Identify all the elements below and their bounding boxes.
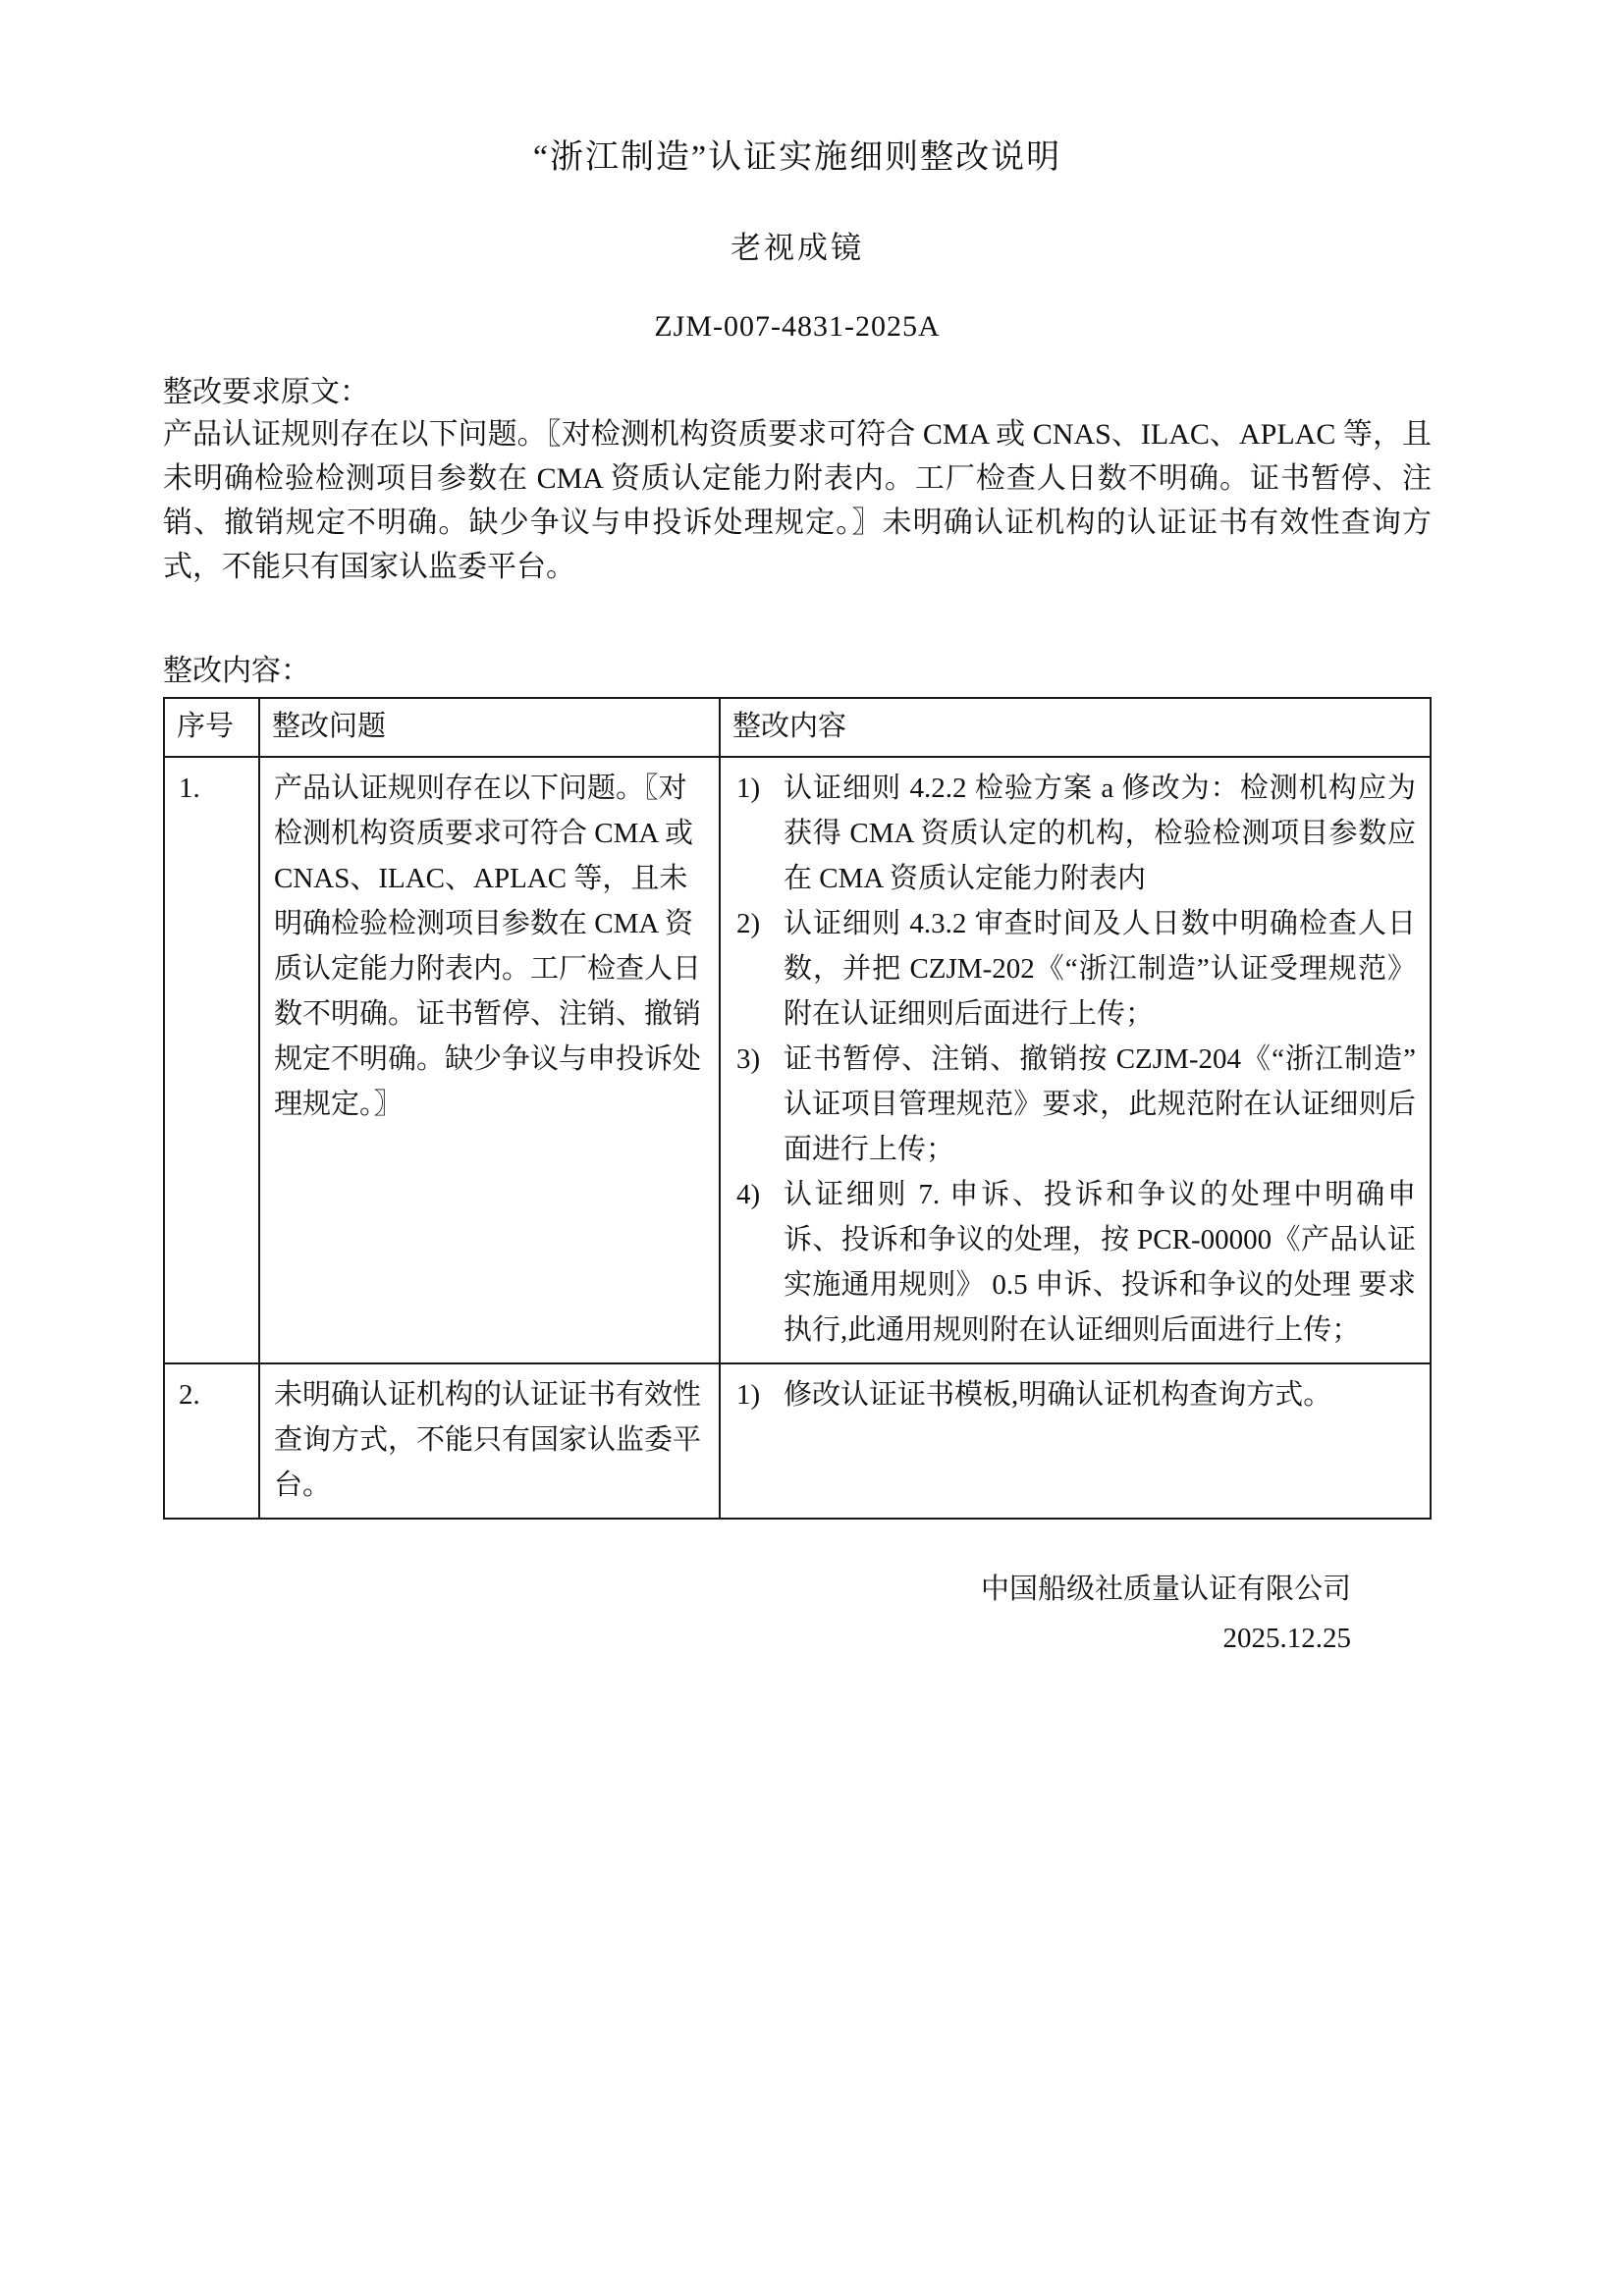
actions-list	[720, 757, 1431, 1363]
actions-list	[720, 1363, 1431, 1519]
action-item	[725, 901, 1420, 1037]
content-section-heading: 整改内容：	[163, 655, 310, 687]
row-number: 1.	[164, 757, 259, 1363]
signature-block	[163, 1565, 1432, 1663]
company-name: 中国船级社质量认证有限公司	[980, 1574, 1351, 1605]
product-name: 老视成镜	[731, 231, 864, 265]
action-text: 认证细则 7. 申诉、投诉和争议的处理中明确申诉、投诉和争议的处理，按 PCR-00000《产品认证实施通用规则》 0.5 申诉、投诉和争议的处理 要求执行,此通用规则附在认证细则后面进行上传；	[784, 1179, 1416, 1346]
table-row	[164, 757, 1431, 1363]
action-item	[725, 1172, 1420, 1353]
action-text: 证书暂停、注销、撤销按 CZJM-204《“浙江制造” 认证项目管理规范》要求，此规范附在认证细则后面进行上传；	[784, 1043, 1416, 1165]
problem-text: 未明确认证机构的认证证书有效性查询方式，不能只有国家认监委平台。	[259, 1363, 720, 1519]
action-number: 3)	[736, 1043, 761, 1075]
column-header-no: 序号	[164, 698, 259, 757]
action-item	[725, 1372, 1420, 1417]
action-item	[725, 1037, 1420, 1172]
table-header-row	[164, 698, 1431, 757]
request-original-text: 产品认证规则存在以下问题。〖对检测机构资质要求可符合 CMA 或 CNAS、ILAC、APLAC 等，且未明确检验检测项目参数在 CMA 资质认定能力附表内。工厂检查人日数不明确。证书暂停、注销、撤销规定不明确。缺少争议与申投诉处理规定。〗未明确认证机构的认证证书有效性查询方式，不能只有国家认监委平台。	[163, 418, 1432, 583]
action-number: 4)	[736, 1179, 761, 1210]
action-text: 修改认证证书模板,明确认证机构查询方式。	[784, 1379, 1332, 1411]
action-text: 认证细则 4.2.2 检验方案 a 修改为：检测机构应为获得 CMA 资质认定的机构，检验检测项目参数应在 CMA 资质认定能力附表内	[784, 773, 1416, 894]
action-text: 认证细则 4.3.2 审查时间及人日数中明确检查人日数，并把 CZJM-202《“浙江制造”认证受理规范》附在认证细则后面进行上传；	[784, 908, 1416, 1030]
column-header-actions: 整改内容	[720, 698, 1431, 757]
column-header-problem: 整改问题	[259, 698, 720, 757]
problem-text: 产品认证规则存在以下问题。〖对检测机构资质要求可符合 CMA 或 CNAS、ILAC、APLAC 等，且未明确检验检测项目参数在 CMA 资质认定能力附表内。工厂检查人日数不明确。证书暂停、注销、撤销规定不明确。缺少争议与申投诉处理规定。〗	[259, 757, 720, 1363]
row-number: 2.	[164, 1363, 259, 1519]
rectification-table	[163, 697, 1432, 1520]
action-number: 2)	[736, 908, 761, 939]
signature-date: 2025.12.25	[1222, 1623, 1351, 1654]
table-row	[164, 1363, 1431, 1519]
action-item	[725, 766, 1420, 901]
page-title: “浙江制造”认证实施细则整改说明	[532, 139, 1062, 176]
doc-code: ZJM-007-4831-2025A	[654, 310, 941, 343]
action-number: 1)	[736, 1379, 761, 1411]
request-section-heading: 整改要求原文：	[163, 376, 369, 408]
action-number: 1)	[736, 773, 761, 804]
